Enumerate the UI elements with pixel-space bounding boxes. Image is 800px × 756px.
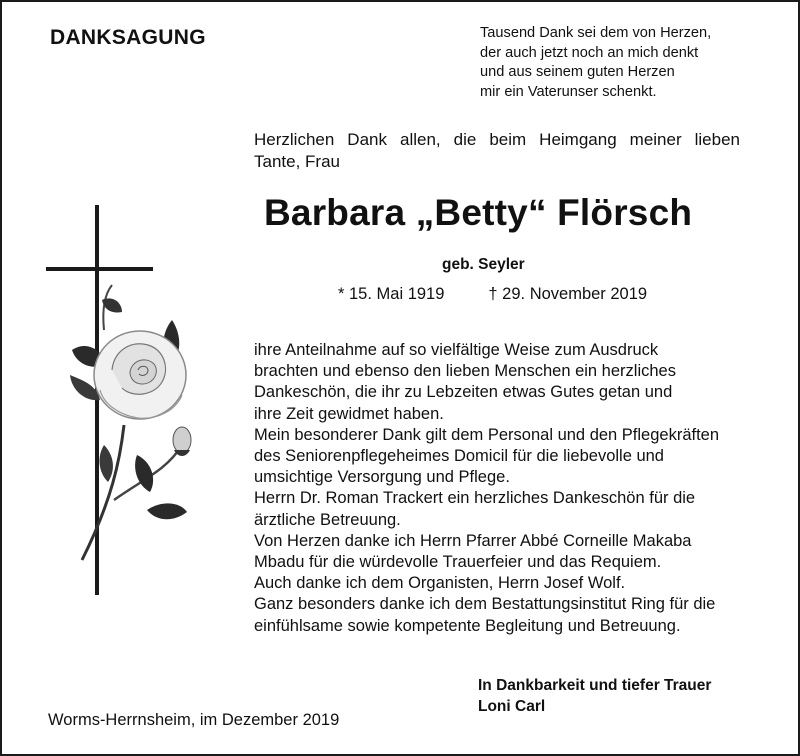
poem-line: Tausend Dank sei dem von Herzen,	[480, 25, 712, 41]
cross-with-rose-icon	[42, 200, 232, 600]
poem-line: der auch jetzt noch an mich denkt	[480, 44, 699, 61]
body-line: des Seniorenpflegeheimes Domicil für die liebevolle und	[254, 447, 664, 466]
body-line: brachten und ebenso den lieben Menschen ein herzliches	[254, 362, 676, 381]
body-line: ärztliche Betreuung.	[254, 510, 401, 529]
memorial-poem	[480, 24, 711, 102]
body-line: Herrn Dr. Roman Trackert ein herzliches Dankeschön für die	[254, 489, 696, 508]
body-line: umsichtige Versorgung und Pflege.	[254, 468, 510, 487]
place-and-date: Worms-Herrnsheim, im Dezember 2019	[48, 711, 340, 729]
deceased-name: Barbara „Betty“ Flörsch	[264, 192, 693, 233]
intro-text	[254, 129, 740, 173]
body-line: Ganz besonders danke ich dem Bestattungsinstitut Ring für die	[254, 595, 716, 614]
signoff	[478, 675, 711, 717]
body-line: Mein besonderer Dank gilt dem Personal und den Pflegekräften	[254, 425, 720, 444]
poem-line: mir ein Vaterunser schenkt.	[480, 83, 657, 100]
body-line: Mbadu für die würdevolle Trauerfeier und das Requiem.	[254, 553, 662, 572]
life-dates	[338, 285, 647, 304]
intro-line: Herzlichen Dank allen, die beim Heimgang meiner lieben	[254, 130, 740, 149]
body-line: Von Herzen danke ich Herrn Pfarrer Abbé Corneille Makaba	[254, 531, 692, 550]
body-line: Dankeschön, die ihr zu Lebzeiten etwas Gutes getan und	[254, 383, 673, 402]
body-line: Auch danke ich dem Organisten, Herrn Josef Wolf.	[254, 574, 626, 593]
birth-date: * 15. Mai 1919	[338, 285, 445, 303]
intro-line: Tante, Frau	[254, 152, 340, 171]
body-line: ihre Zeit gewidmet haben.	[254, 404, 444, 423]
signoff-phrase: In Dankbarkeit und tiefer Trauer	[478, 677, 712, 694]
thanks-body	[254, 340, 756, 637]
notice-heading: DANKSAGUNG	[50, 26, 206, 49]
death-date: † 29. November 2019	[488, 285, 648, 303]
signoff-name: Loni Carl	[478, 698, 546, 715]
body-line: ihre Anteilnahme auf so vielfältige Weise zum Ausdruck	[254, 341, 659, 359]
maiden-name: geb. Seyler	[442, 256, 525, 273]
poem-line: und aus seinem guten Herzen	[480, 64, 675, 80]
body-line: einfühlsame sowie kompetente Begleitung und Betreuung.	[254, 616, 681, 635]
